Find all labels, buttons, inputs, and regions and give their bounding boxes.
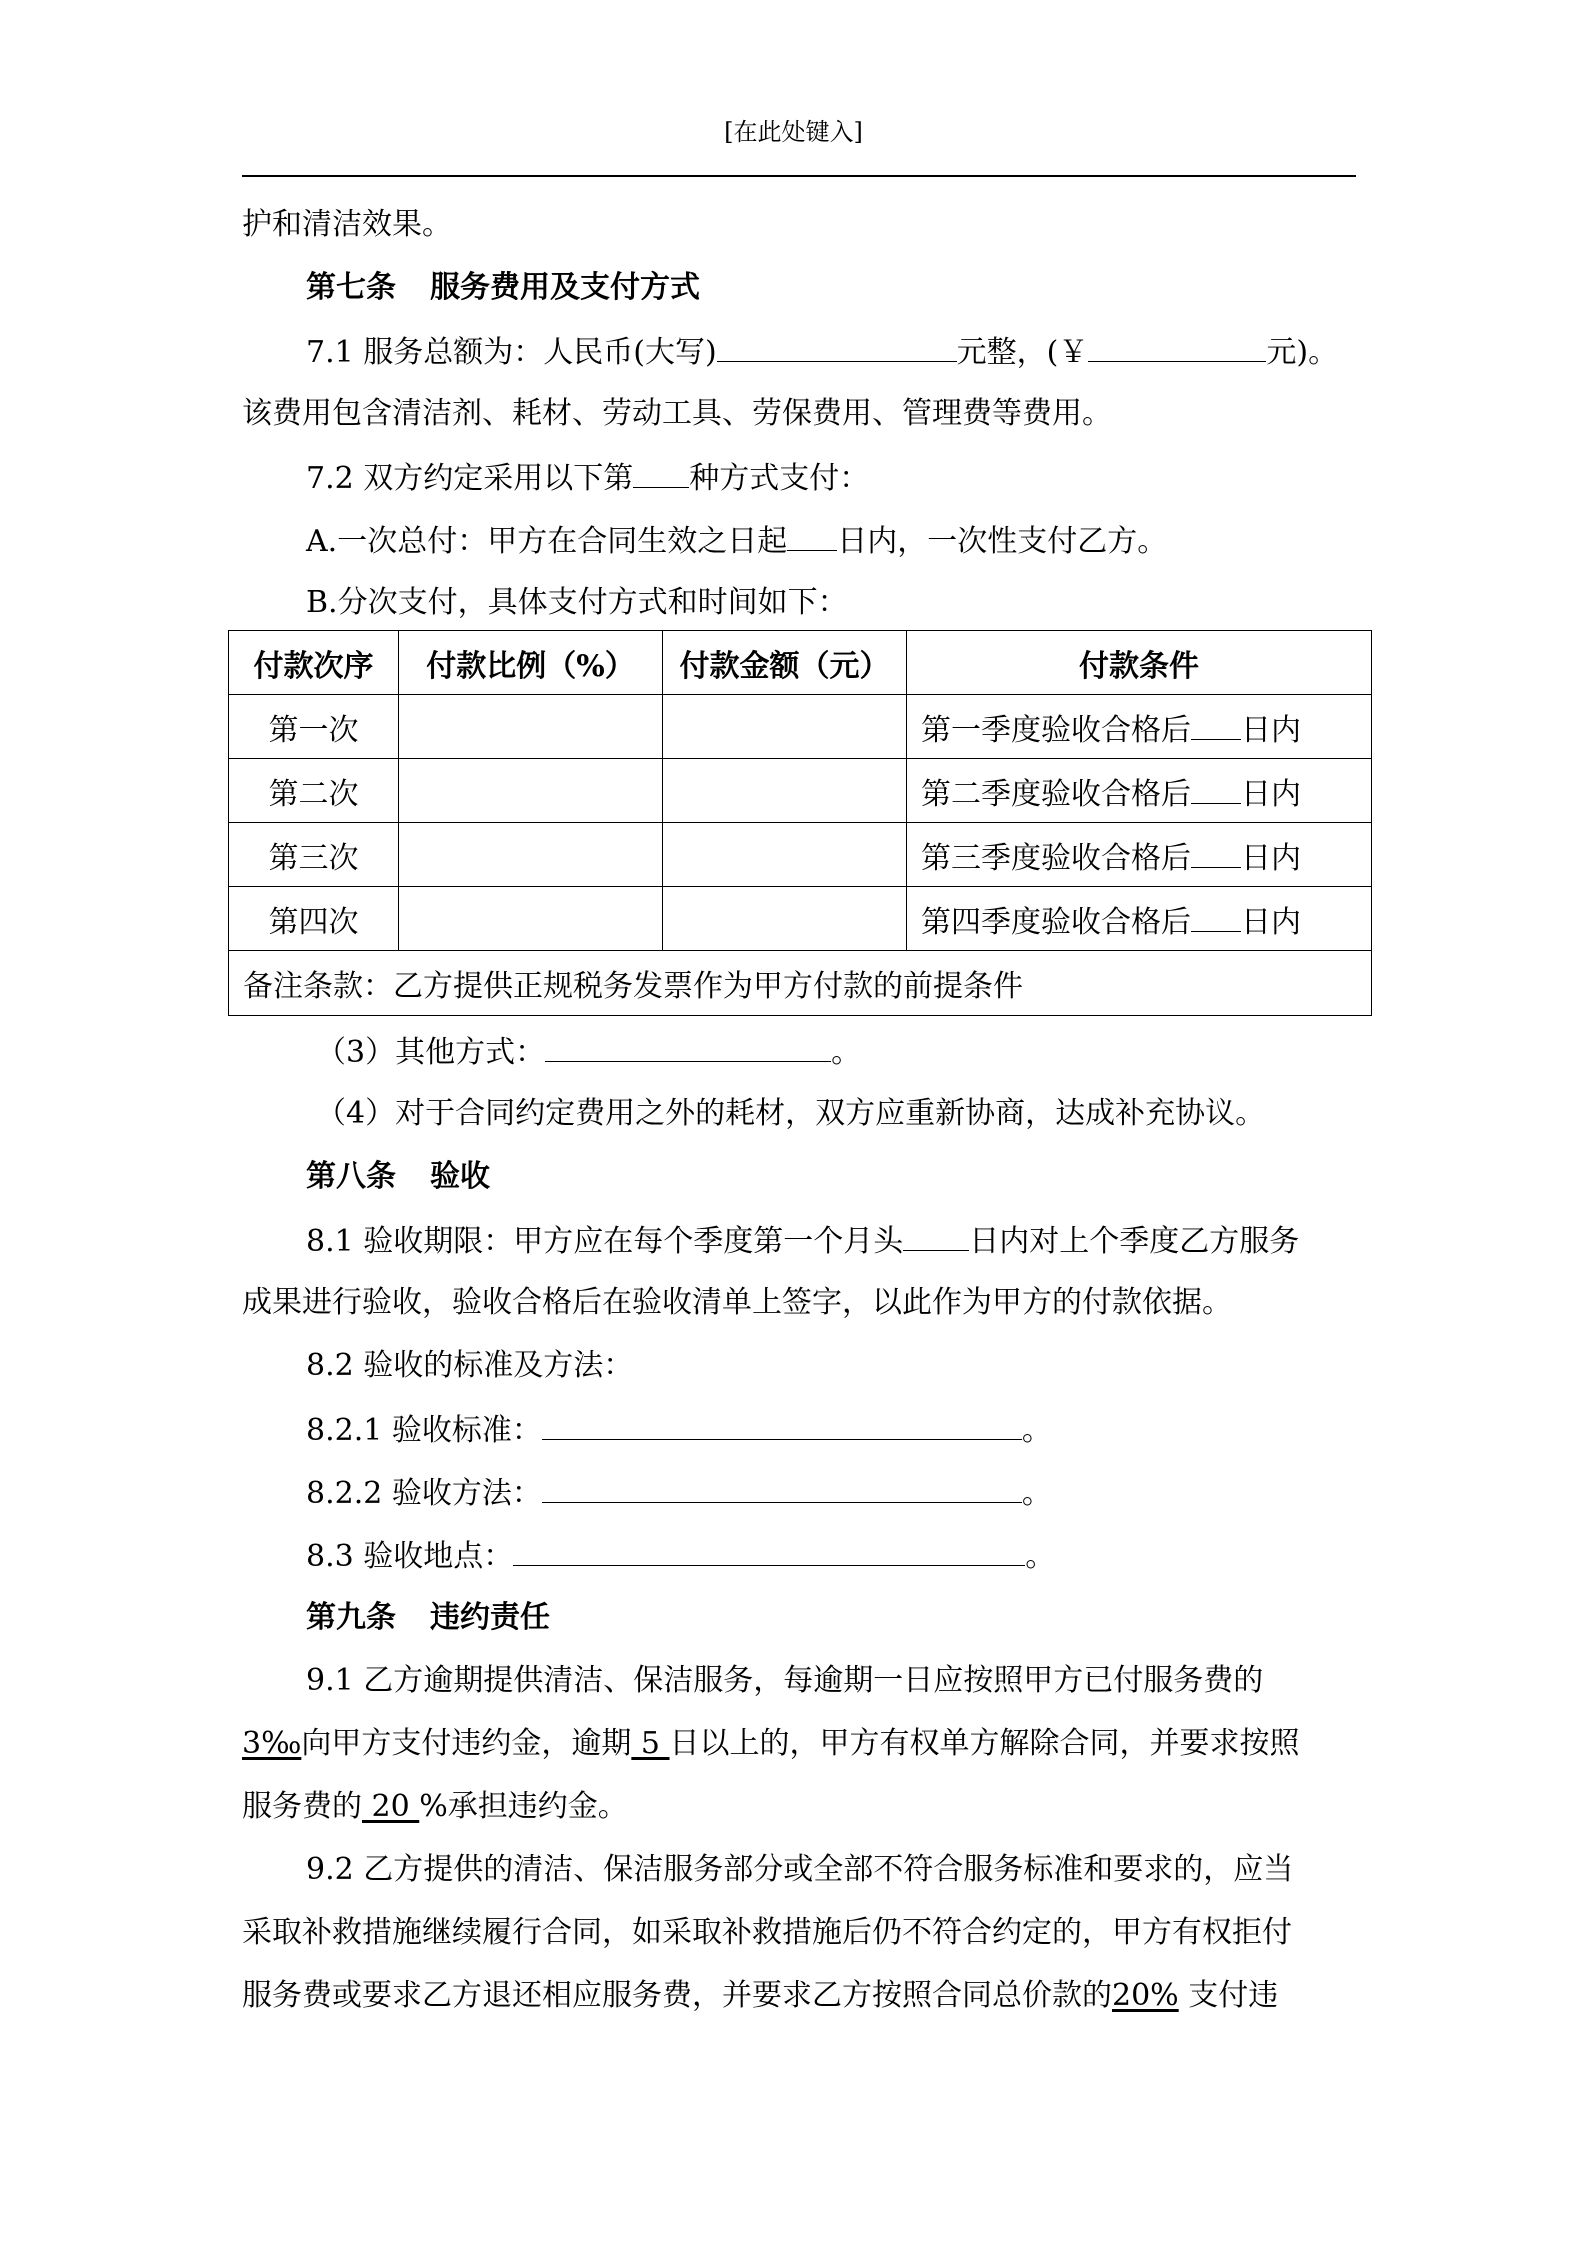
payment-order-cell: 第二次 — [229, 759, 399, 823]
table-header-cell: 付款条件 — [907, 631, 1372, 695]
clause-text: 日以上的，甲方有权单方解除合同，并要求按照 — [669, 1726, 1300, 1761]
clause-8-2: 8.2 验收的标准及方法： — [306, 1348, 634, 1383]
clause-text: A.一次总付：甲方在合同生效之日起 — [306, 524, 788, 559]
option-b: B.分次支付，具体支付方式和时间如下： — [306, 585, 848, 620]
clause-8-2-1 — [306, 1409, 1052, 1451]
clause-text: 元整，(￥ — [956, 335, 1089, 370]
clause-text: 日内对上个季度乙方服务 — [969, 1224, 1300, 1259]
paragraph-line: 成果进行验收，验收合格后在验收清单上签字，以此作为甲方的付款依据。 — [242, 1285, 1232, 1320]
table-row — [229, 823, 1372, 887]
clause-text: 支付违 — [1178, 1978, 1279, 2013]
days-blank[interactable] — [787, 520, 837, 551]
clause-7-1 — [306, 331, 1338, 373]
clause-text: 种方式支付： — [689, 461, 870, 496]
clause-text: 8.2.2 验收方法： — [306, 1476, 542, 1511]
payment-ratio-cell[interactable] — [399, 759, 663, 823]
payment-condition-cell — [907, 823, 1372, 887]
article-number: 第九条 — [306, 1600, 396, 1635]
article-7-heading — [306, 268, 700, 308]
table-row — [229, 887, 1372, 951]
article-title: 违约责任 — [430, 1600, 550, 1635]
clause-text: 。 — [1025, 1539, 1056, 1574]
table-note: 备注条款：乙方提供正规税务发票作为甲方付款的前提条件 — [229, 951, 1372, 1016]
clause-text: 元)。 — [1266, 335, 1339, 370]
clause-text: 。 — [1021, 1413, 1052, 1448]
clause-text: 8.1 验收期限：甲方应在每个季度第一个月头 — [306, 1224, 904, 1259]
condition-text: 第二季度验收合格后 — [921, 776, 1191, 812]
article-number: 第七条 — [306, 270, 396, 305]
payment-amount-cell[interactable] — [663, 823, 907, 887]
payment-ratio-cell[interactable] — [399, 887, 663, 951]
location-blank[interactable] — [513, 1535, 1025, 1566]
article-8-heading — [306, 1157, 490, 1197]
paragraph-line — [242, 1724, 1300, 1764]
clause-text: 7.2 双方约定采用以下第 — [306, 461, 634, 496]
underlined-value: 20 — [362, 1789, 420, 1824]
article-number: 第八条 — [306, 1159, 396, 1194]
payment-amount-cell[interactable] — [663, 887, 907, 951]
days-blank[interactable] — [1191, 837, 1241, 868]
underlined-value: 20% — [1112, 1978, 1179, 2013]
clause-text: 。 — [831, 1035, 862, 1070]
clause-9-2: 9.2 乙方提供的清洁、保洁服务部分或全部不符合服务标准和要求的，应当 — [306, 1852, 1294, 1887]
clause-text: 8.3 验收地点： — [306, 1539, 514, 1574]
condition-text: 日内 — [1241, 840, 1301, 876]
clause-8-1 — [306, 1220, 1299, 1262]
other-method — [316, 1031, 861, 1073]
payment-order-cell: 第四次 — [229, 887, 399, 951]
article-9-heading — [306, 1598, 550, 1638]
standard-blank[interactable] — [542, 1409, 1022, 1440]
underlined-value: 3‰ — [242, 1726, 302, 1761]
paragraph-line — [242, 1976, 1278, 2016]
payment-table — [228, 630, 1372, 1016]
table-header-cell: 付款金额（元） — [663, 631, 907, 695]
page-header: [在此处键入] — [724, 118, 863, 146]
amount-figure-blank[interactable] — [1088, 331, 1266, 362]
header-rule — [242, 175, 1356, 177]
other-method-blank[interactable] — [545, 1031, 831, 1062]
method-blank[interactable] — [542, 1472, 1022, 1503]
method-number-blank[interactable] — [633, 457, 689, 488]
clause-text: 7.1 服务总额为：人民币(大写) — [306, 335, 717, 370]
condition-text: 日内 — [1241, 776, 1301, 812]
payment-ratio-cell[interactable] — [399, 823, 663, 887]
clause-text: 向甲方支付违约金，逾期 — [301, 1726, 632, 1761]
clause-text: 8.2.1 验收标准： — [306, 1413, 542, 1448]
paragraph-line: （4）对于合同约定费用之外的耗材，双方应重新协商，达成补充协议。 — [316, 1096, 1266, 1131]
table-header-row — [229, 631, 1372, 695]
table-row — [229, 695, 1372, 759]
table-header-cell: 付款次序 — [229, 631, 399, 695]
condition-text: 第三季度验收合格后 — [921, 840, 1191, 876]
payment-condition-cell — [907, 759, 1372, 823]
clause-text: 服务费的 — [242, 1789, 362, 1824]
clause-text: （3）其他方式： — [316, 1035, 546, 1070]
article-title: 服务费用及支付方式 — [430, 270, 700, 305]
payment-amount-cell[interactable] — [663, 695, 907, 759]
payment-condition-cell — [907, 695, 1372, 759]
condition-text: 第一季度验收合格后 — [921, 712, 1191, 748]
clause-9-1: 9.1 乙方逾期提供清洁、保洁服务，每逾期一日应按照甲方已付服务费的 — [306, 1663, 1264, 1698]
paragraph-line: 该费用包含清洁剂、耗材、劳动工具、劳保费用、管理费等费用。 — [242, 396, 1112, 431]
clause-8-3 — [306, 1535, 1055, 1577]
condition-text: 日内 — [1241, 712, 1301, 748]
paragraph-line: 护和清洁效果。 — [242, 207, 452, 242]
paragraph-line — [242, 1787, 628, 1827]
clause-text: 服务费或要求乙方退还相应服务费，并要求乙方按照合同总价款的 — [242, 1978, 1112, 2013]
days-blank[interactable] — [1191, 709, 1241, 740]
underlined-value: 5 — [631, 1726, 670, 1761]
clause-text: %承担违约金。 — [419, 1789, 628, 1824]
payment-amount-cell[interactable] — [663, 759, 907, 823]
option-a — [306, 520, 1167, 562]
payment-order-cell: 第三次 — [229, 823, 399, 887]
condition-text: 第四季度验收合格后 — [921, 904, 1191, 940]
payment-order-cell: 第一次 — [229, 695, 399, 759]
days-blank[interactable] — [1191, 901, 1241, 932]
amount-words-blank[interactable] — [717, 331, 957, 362]
clause-text: 日内，一次性支付乙方。 — [837, 524, 1168, 559]
table-header-cell: 付款比例（%） — [399, 631, 663, 695]
article-title: 验收 — [430, 1159, 490, 1194]
days-blank[interactable] — [1191, 773, 1241, 804]
condition-text: 日内 — [1241, 904, 1301, 940]
clause-7-2 — [306, 457, 869, 499]
table-row — [229, 759, 1372, 823]
clause-8-2-2 — [306, 1472, 1052, 1514]
clause-text: 。 — [1021, 1476, 1052, 1511]
days-blank[interactable] — [903, 1220, 969, 1251]
table-note-row — [229, 951, 1372, 1016]
paragraph-line: 采取补救措施继续履行合同，如采取补救措施后仍不符合约定的，甲方有权拒付 — [242, 1915, 1292, 1950]
payment-ratio-cell[interactable] — [399, 695, 663, 759]
payment-condition-cell — [907, 887, 1372, 951]
